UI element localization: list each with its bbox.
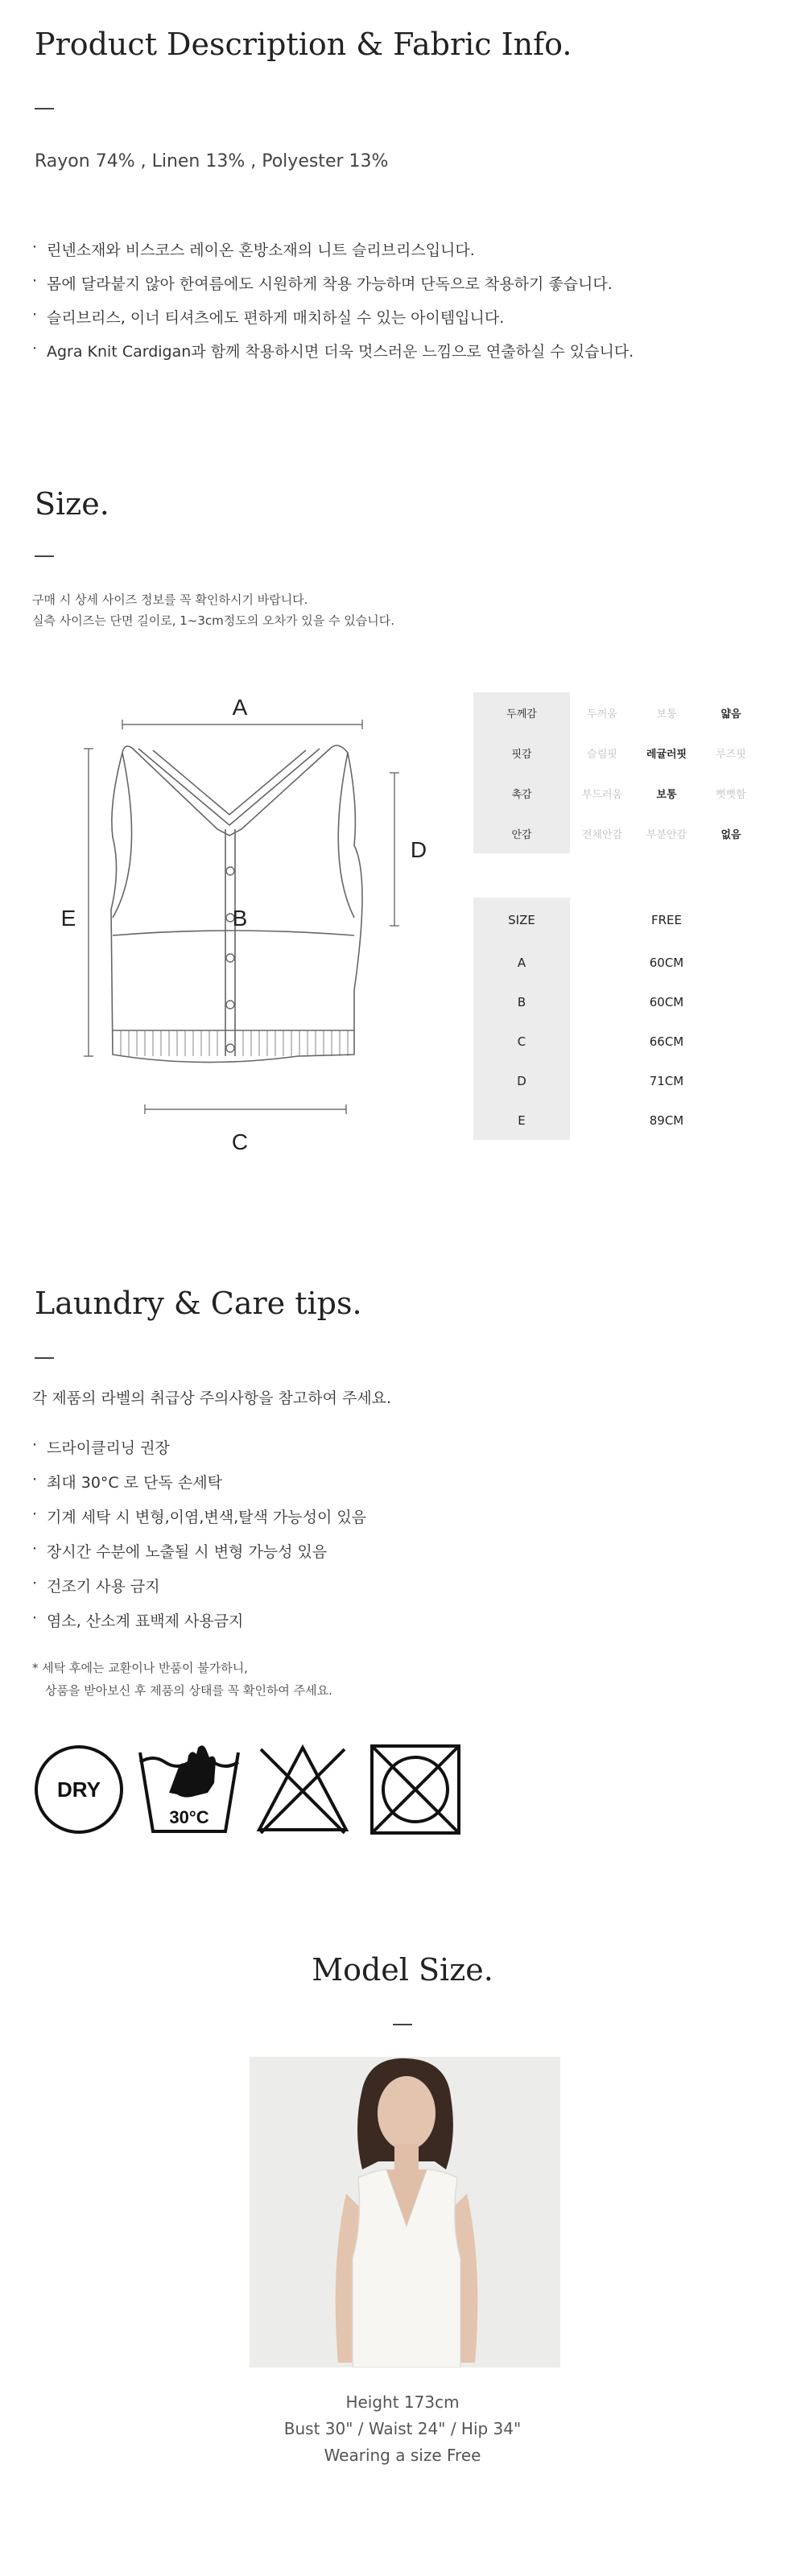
size-header-label: SIZE xyxy=(473,898,570,943)
fit-option: 부분안감 xyxy=(646,828,687,841)
size-header-value: FREE xyxy=(650,913,682,927)
dry-label: DRY xyxy=(57,1777,101,1802)
fit-option-selected: 레귤러핏 xyxy=(646,748,687,761)
wash-temp-label: 30°C xyxy=(169,1807,209,1827)
size-row-value: 66CM xyxy=(649,1034,684,1049)
list-item: · 드라이클리닝 권장 xyxy=(32,1436,757,1471)
vest-rib-lines xyxy=(121,1030,348,1056)
table-row xyxy=(473,1100,763,1140)
fit-option: 보통 xyxy=(656,708,677,720)
list-item: · 장시간 수분에 노출될 시 변형 가능성 있음 xyxy=(32,1540,757,1575)
size-note-line: 구매 시 상세 사이즈 정보를 꼭 확인하시기 바랍니다. xyxy=(32,592,308,607)
diagram-label-d: D xyxy=(410,837,427,862)
model-measurements: Bust 30" / Waist 24" / Hip 34" xyxy=(283,2419,522,2438)
fit-row-label: 안감 xyxy=(473,813,570,853)
laundry-warning xyxy=(32,1657,332,1702)
size-measurement-table xyxy=(473,898,763,1140)
table-row xyxy=(473,1022,763,1061)
vest-size-diagram xyxy=(32,684,443,1151)
list-item: · 몸에 달라붙지 않아 한여름에도 시원하게 착용 가능하며 단독으로 착용하기 좋습니다. xyxy=(32,272,773,306)
fit-row-label: 핏감 xyxy=(473,733,570,773)
size-note xyxy=(32,589,394,631)
fit-row-label: 두께감 xyxy=(473,692,570,733)
list-item: · 염소, 산소계 표백제 사용금지 xyxy=(32,1609,757,1644)
list-item: · 기계 세탁 시 변형,이염,변색,탈색 가능성이 있음 xyxy=(32,1505,757,1540)
no-bleach-icon xyxy=(254,1743,351,1836)
size-row-label: B xyxy=(473,982,570,1022)
fit-option: 슬림핏 xyxy=(587,748,617,761)
table-row xyxy=(473,813,763,853)
fit-option: 뻣뻣함 xyxy=(716,788,746,801)
size-row-value: 60CM xyxy=(649,994,684,1009)
hand-shape xyxy=(169,1745,216,1797)
diagram-label-a: A xyxy=(232,695,248,720)
fabric-composition: Rayon 74% , Linen 13% , Polyester 13% xyxy=(35,151,389,171)
fit-option-selected: 얇음 xyxy=(720,708,741,720)
vest-chest-line xyxy=(113,931,354,935)
fit-option: 두꺼움 xyxy=(587,708,617,720)
fit-option-selected: 없음 xyxy=(720,828,741,841)
fit-option: 루즈핏 xyxy=(716,748,746,761)
title-divider xyxy=(35,1357,54,1359)
list-item: · Agra Knit Cardigan과 함께 착용하시면 더욱 멋스러운 느낌으로 연출하실 수 있습니다. xyxy=(32,340,773,374)
list-item: · 슬리브리스, 이너 티셔츠에도 편하게 매치하실 수 있는 아이템입니다. xyxy=(32,306,773,340)
laundry-bullets xyxy=(32,1436,757,1644)
table-row xyxy=(473,1061,763,1100)
size-row-value: 60CM xyxy=(649,955,684,970)
vest-outline xyxy=(111,745,362,1063)
fit-option: 전체안감 xyxy=(581,828,623,841)
table-row xyxy=(473,773,763,813)
model-figure xyxy=(250,2057,560,2368)
title-divider xyxy=(35,555,54,557)
list-item: · 건조기 사용 금지 xyxy=(32,1575,757,1609)
title-divider xyxy=(35,108,54,109)
vest-armhole-left xyxy=(113,753,132,918)
fit-option-selected: 보통 xyxy=(656,788,677,801)
size-title: Size. xyxy=(35,486,109,522)
model-info xyxy=(0,2389,805,2469)
list-item: · 최대 30°C 로 단독 손세탁 xyxy=(32,1471,757,1505)
diagram-label-c: C xyxy=(231,1129,249,1151)
diagram-label-e: E xyxy=(60,906,76,931)
dry-clean-icon xyxy=(32,1743,126,1836)
model-photo xyxy=(250,2057,560,2368)
model-wearing-size: Wearing a size Free xyxy=(324,2446,481,2465)
vest-buttons xyxy=(226,867,234,1052)
model-height: Height 173cm xyxy=(345,2392,460,2412)
size-row-label: A xyxy=(473,943,570,982)
fit-option: 부드러움 xyxy=(581,788,623,801)
table-row xyxy=(473,692,763,733)
warning-line: * 세탁 후에는 교환이나 반품이 불가하니, xyxy=(32,1661,248,1675)
size-row-label: D xyxy=(473,1061,570,1100)
size-note-line: 실측 사이즈는 단면 길이로, 1~3cm정도의 오차가 있을 수 있습니다. xyxy=(32,613,394,628)
description-bullets xyxy=(32,238,773,374)
size-row-label: C xyxy=(473,1022,570,1061)
description-title: Product Description & Fabric Info. xyxy=(35,27,572,62)
table-row xyxy=(473,982,763,1022)
laundry-intro: 각 제품의 라벨의 취급상 주의사항을 참고하여 주세요. xyxy=(32,1389,392,1407)
warning-line: 상품을 받아보신 후 제품의 상태를 꼭 확인하여 주세요. xyxy=(45,1683,332,1698)
title-divider xyxy=(393,2024,412,2025)
table-header-row xyxy=(473,898,763,943)
table-row xyxy=(473,733,763,773)
size-row-label: E xyxy=(473,1100,570,1140)
size-row-value: 71CM xyxy=(649,1073,684,1088)
hand-wash-30-icon xyxy=(137,1743,242,1836)
laundry-title: Laundry & Care tips. xyxy=(35,1286,362,1321)
size-row-value: 89CM xyxy=(649,1113,684,1128)
fit-characteristics-table xyxy=(473,692,763,853)
no-tumble-dry-icon xyxy=(369,1743,462,1836)
model-size-title: Model Size. xyxy=(312,1952,493,1988)
table-row xyxy=(473,943,763,982)
list-item: · 린넨소재와 비스코스 레이온 혼방소재의 니트 슬리브리스입니다. xyxy=(32,238,773,272)
diagram-label-b: B xyxy=(232,906,248,931)
fit-row-label: 촉감 xyxy=(473,773,570,813)
